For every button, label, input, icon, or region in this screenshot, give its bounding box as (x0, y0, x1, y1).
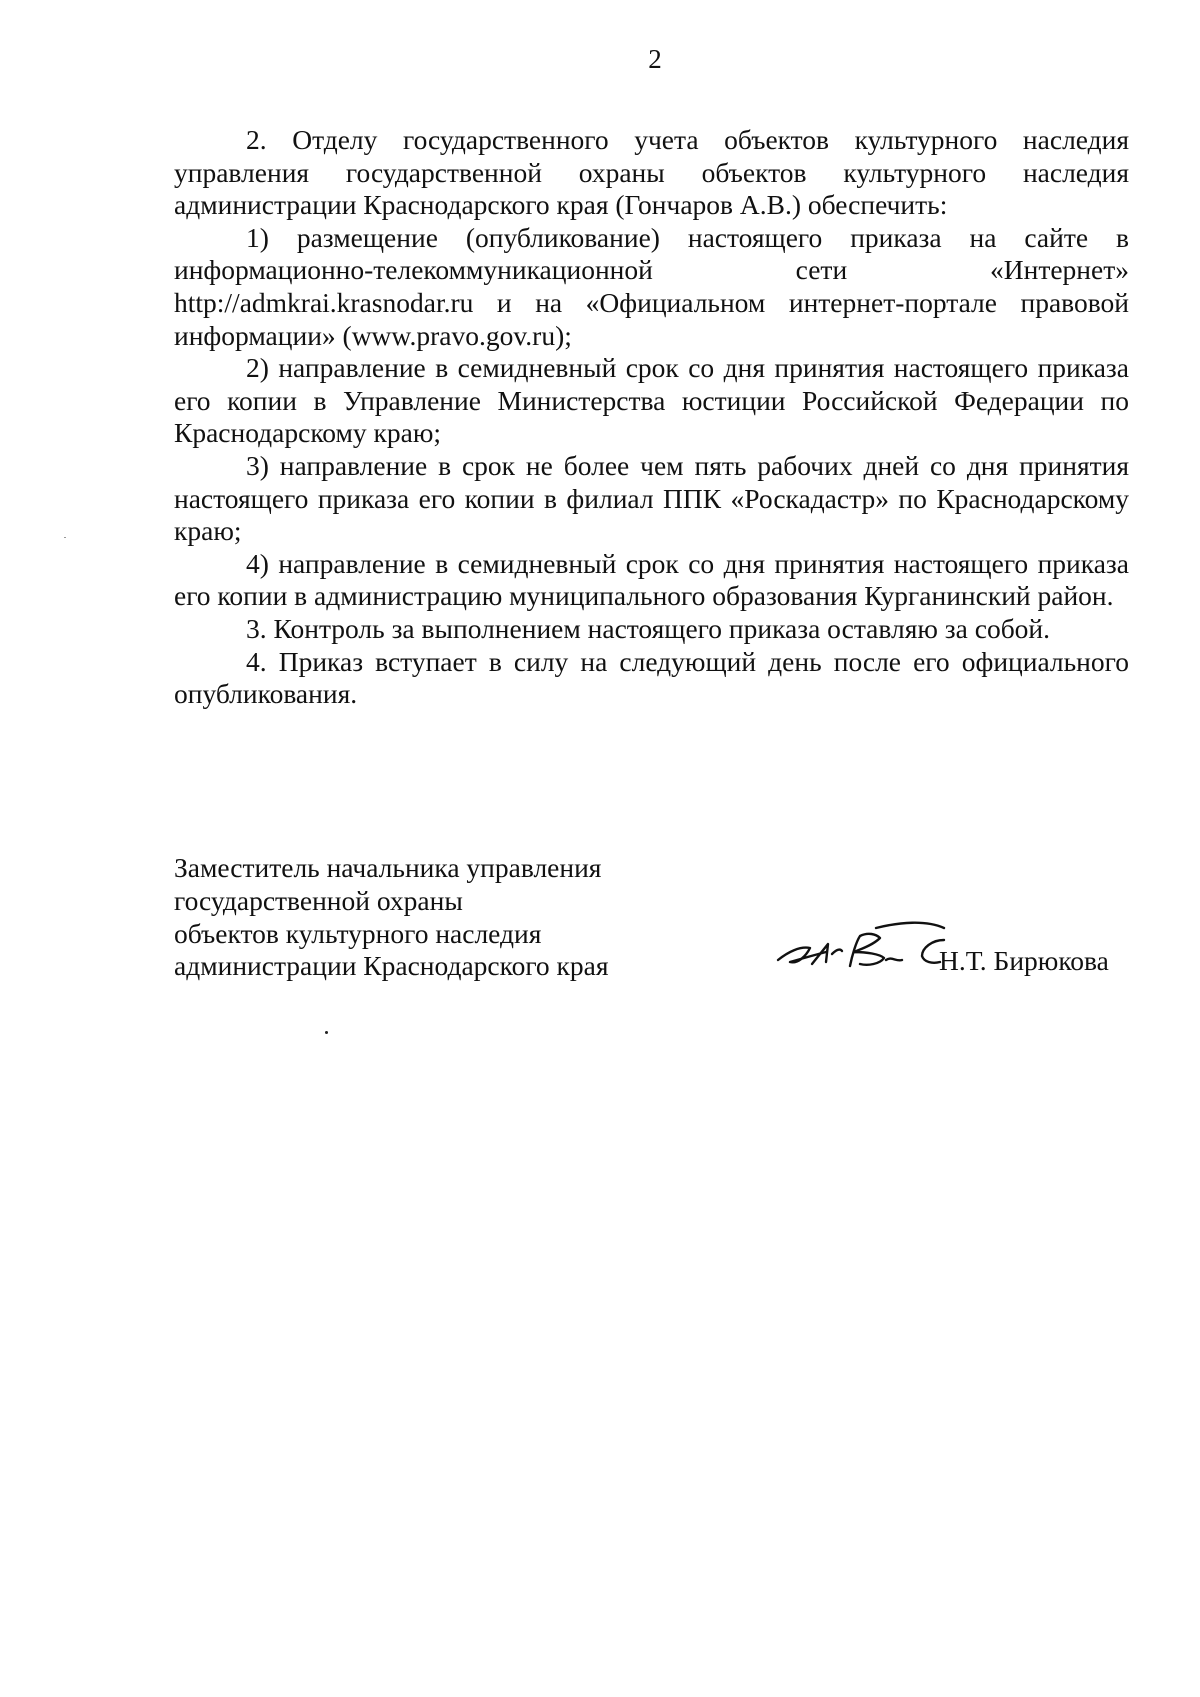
signatory-name: Н.Т. Бирюкова (939, 945, 1109, 976)
scan-speck (64, 537, 66, 538)
page-number: 2 (648, 44, 662, 74)
position-line: объектов культурного наследия (174, 917, 542, 949)
position-line: администрации Краснодарского края (174, 950, 609, 982)
paragraph-item-3: 3. Контроль за выполнением настоящего приказа оставляю за собой. (246, 612, 1051, 644)
subparagraph-2-ministry-of-justice: 2) направление в семидневный срок со дня принятия настоящего приказа его копии в Управление Министерства юстиции Российской Федерации по Краснодарскому краю; (174, 352, 1129, 449)
subparagraph-1-publication: 1) размещение (опубликование) настоящего приказа на сайте в информационно-телекоммуникационной сети «Интернет» http://admkrai.krasnodar.ru и на «Официальном интернет-портале правовой информации» (www.pravo.gov.ru); (174, 221, 1129, 351)
document-body (174, 124, 1129, 711)
scan-speck (325, 1031, 328, 1034)
handwritten-signature (776, 918, 948, 976)
paragraph-item-4: 4. Приказ вступает в силу на следующий день после его официального опубликования. (174, 645, 1129, 710)
position-line: государственной охраны (174, 884, 463, 916)
paragraph-item-2: 2. Отделу государственного учета объектов культурного наследия управления государственной охраны объектов культурного наследия администрации Краснодарского края (Гончаров А.В.) обеспечить: (174, 124, 1129, 221)
subparagraph-4-municipal-administration: 4) направление в семидневный срок со дня принятия настоящего приказа его копии в администрацию муниципального образования Курганинский район. (174, 547, 1129, 612)
subparagraph-3-roskadastr: 3) направление в срок не более чем пять рабочих дней со дня принятия настоящего приказа его копии в филиал ППК «Роскадастр» по Краснодарскому краю; (174, 449, 1129, 547)
position-line: Заместитель начальника управления (174, 852, 602, 883)
